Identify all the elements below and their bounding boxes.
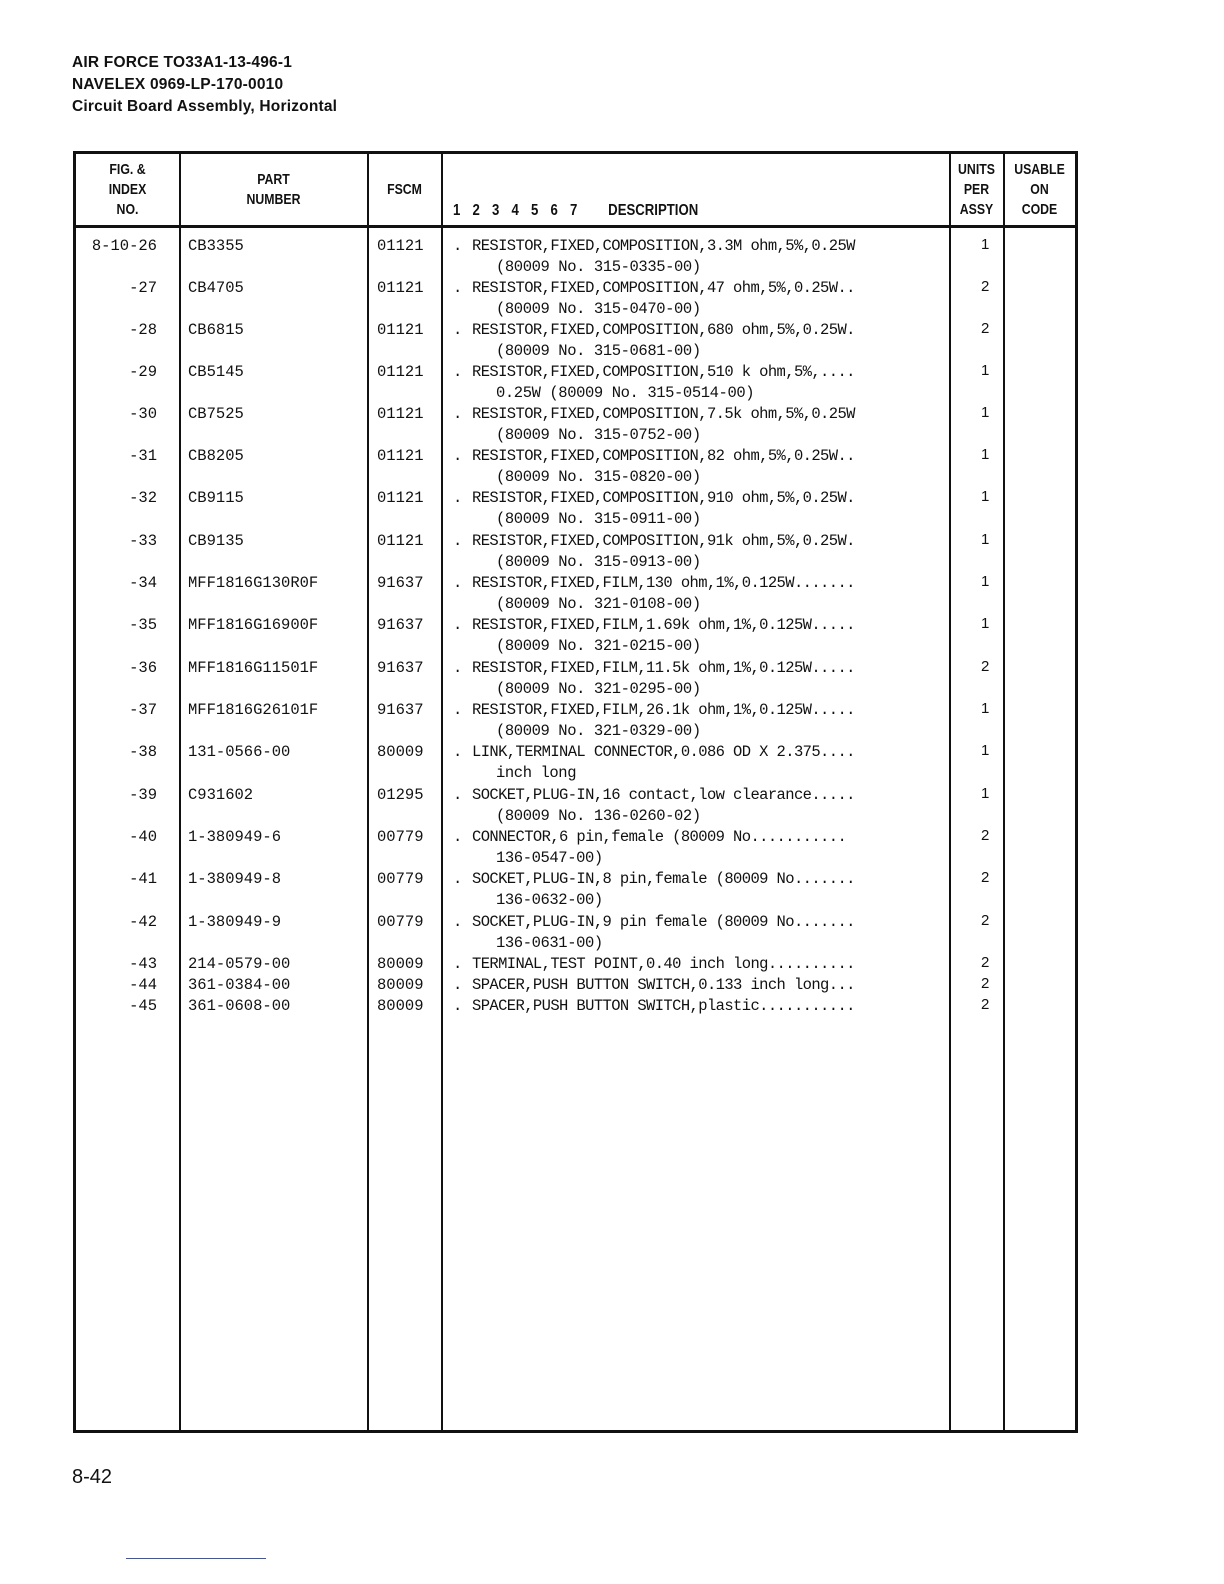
units-per-assy-cell: 1 <box>981 236 990 253</box>
indent-dot: . <box>453 828 463 846</box>
fscm-cell: 00779 <box>377 828 424 846</box>
col-head-line: PER <box>963 180 990 198</box>
header-title: Circuit Board Assembly, Horizontal <box>72 98 338 115</box>
description-cell: SOCKET,PLUG-IN,8 pin,female (80009 No....... <box>472 870 855 888</box>
description-cell: SOCKET,PLUG-IN,16 contact,low clearance..... <box>472 786 855 804</box>
units-per-assy-cell: 1 <box>981 615 990 632</box>
col-head-line: FSCM <box>387 180 422 198</box>
part-number-cell: MFF1816G26101F <box>188 701 319 719</box>
description-title: DESCRIPTION <box>608 202 699 219</box>
fscm-cell: 01121 <box>377 532 424 550</box>
description-cell: SPACER,PUSH BUTTON SWITCH,0.133 inch long... <box>472 976 855 994</box>
index-cell: -42 <box>129 913 157 931</box>
indent-dot: . <box>453 447 463 465</box>
index-cell: -36 <box>129 659 157 677</box>
index-cell: -45 <box>129 997 157 1015</box>
description-continuation: (80009 No. 315-0820-00) <box>496 468 701 486</box>
units-per-assy-cell: 2 <box>981 912 990 929</box>
fscm-cell: 01295 <box>377 786 424 804</box>
description-cell: TERMINAL,TEST POINT,0.40 inch long.......... <box>472 955 855 973</box>
indent-level: 4 <box>511 202 519 219</box>
indent-dot: . <box>453 616 463 634</box>
description-continuation: (80009 No. 315-0911-00) <box>496 510 701 528</box>
index-cell: -30 <box>129 405 157 423</box>
col-head-line: ON <box>1030 180 1049 198</box>
col-head-line: USABLE <box>1014 160 1065 178</box>
indent-dot: . <box>453 701 463 719</box>
units-per-assy-cell: 1 <box>981 700 990 717</box>
units-per-assy-cell: 2 <box>981 954 990 971</box>
fscm-cell: 80009 <box>377 955 424 973</box>
fscm-cell: 91637 <box>377 701 424 719</box>
description-continuation: (80009 No. 321-0329-00) <box>496 722 701 740</box>
part-number-cell: 1-380949-9 <box>188 913 282 931</box>
col-head-fscm <box>375 154 435 225</box>
description-continuation: (80009 No. 315-0752-00) <box>496 426 701 444</box>
indent-level: 6 <box>550 202 558 219</box>
units-per-assy-cell: 1 <box>981 531 990 548</box>
description-continuation: 136-0632-00) <box>496 891 603 909</box>
col-head-line: UNITS <box>958 160 995 178</box>
description-cell: RESISTOR,FIXED,COMPOSITION,680 ohm,5%,0.25W. <box>472 321 855 339</box>
description-cell: RESISTOR,FIXED,FILM,130 ohm,1%,0.125W....... <box>472 574 855 592</box>
units-per-assy-cell: 1 <box>981 488 990 505</box>
description-continuation: (80009 No. 321-0215-00) <box>496 637 701 655</box>
fscm-cell: 91637 <box>377 574 424 592</box>
description-cell: SPACER,PUSH BUTTON SWITCH,plastic........... <box>472 997 855 1015</box>
part-number-cell: CB5145 <box>188 363 244 381</box>
indent-dot: . <box>453 489 463 507</box>
indent-level: 3 <box>491 202 500 219</box>
fscm-cell: 01121 <box>377 405 424 423</box>
description-cell: RESISTOR,FIXED,COMPOSITION,91k ohm,5%,0.25W. <box>472 532 855 550</box>
indent-dot: . <box>453 955 463 973</box>
description-cell: RESISTOR,FIXED,COMPOSITION,510 k ohm,5%,.... <box>472 363 855 381</box>
description-continuation: 136-0631-00) <box>496 934 603 952</box>
description-cell: RESISTOR,FIXED,COMPOSITION,3.3M ohm,5%,0.25W <box>472 237 855 255</box>
fscm-cell: 01121 <box>377 279 424 297</box>
col-head-usable-on <box>1010 154 1068 225</box>
fscm-cell: 01121 <box>377 489 424 507</box>
fscm-cell: 00779 <box>377 913 424 931</box>
index-cell: -29 <box>129 363 157 381</box>
fscm-cell: 01121 <box>377 363 424 381</box>
description-continuation: (80009 No. 315-0470-00) <box>496 300 701 318</box>
column-divider <box>441 154 443 1430</box>
description-cell: RESISTOR,FIXED,COMPOSITION,82 ohm,5%,0.25W.. <box>472 447 855 465</box>
description-cell: LINK,TERMINAL CONNECTOR,0.086 OD X 2.375.... <box>472 743 855 761</box>
column-divider <box>949 154 951 1430</box>
indent-dot: . <box>453 786 463 804</box>
description-continuation: (80009 No. 321-0108-00) <box>496 595 701 613</box>
col-head-line: CODE <box>1021 200 1058 218</box>
col-head-line: NO. <box>116 200 139 218</box>
col-head-description <box>453 202 698 220</box>
index-cell: -37 <box>129 701 157 719</box>
part-number-cell: MFF1816G130R0F <box>188 574 319 592</box>
units-per-assy-cell: 2 <box>981 827 990 844</box>
part-number-cell: CB9135 <box>188 532 244 550</box>
fscm-cell: 80009 <box>377 997 424 1015</box>
units-per-assy-cell: 1 <box>981 785 990 802</box>
units-per-assy-cell: 2 <box>981 320 990 337</box>
parts-list-table <box>73 151 1078 1433</box>
footer-rule <box>126 1558 266 1559</box>
col-head-units <box>955 154 998 225</box>
units-per-assy-cell: 2 <box>981 975 990 992</box>
fscm-cell: 01121 <box>377 321 424 339</box>
index-cell: -38 <box>129 743 157 761</box>
description-cell: CONNECTOR,6 pin,female (80009 No........... <box>472 828 847 846</box>
indent-level: 2 <box>472 202 480 219</box>
header-navelex: NAVELEX 0969-LP-170-0010 <box>72 76 284 93</box>
part-number-cell: 361-0608-00 <box>188 997 291 1015</box>
part-number-cell: C931602 <box>188 786 254 804</box>
indent-level: 7 <box>569 202 578 219</box>
part-number-cell: MFF1816G11501F <box>188 659 319 677</box>
col-head-line: FIG. & <box>109 160 146 178</box>
units-per-assy-cell: 1 <box>981 362 990 379</box>
indent-level: 1 <box>453 202 461 219</box>
part-number-cell: CB6815 <box>188 321 244 339</box>
index-cell: -27 <box>129 279 157 297</box>
column-divider <box>1003 154 1005 1430</box>
description-continuation: (80009 No. 136-0260-02) <box>496 807 701 825</box>
header-divider <box>76 225 1075 228</box>
part-number-cell: CB3355 <box>188 237 244 255</box>
description-cell: RESISTOR,FIXED,FILM,26.1k ohm,1%,0.125W..... <box>472 701 855 719</box>
index-cell: -32 <box>129 489 157 507</box>
units-per-assy-cell: 2 <box>981 869 990 886</box>
units-per-assy-cell: 1 <box>981 742 990 759</box>
fscm-cell: 01121 <box>377 447 424 465</box>
col-head-line: NUMBER <box>246 190 301 208</box>
index-cell: -43 <box>129 955 157 973</box>
part-number-cell: 1-380949-6 <box>188 828 282 846</box>
part-number-cell: 131-0566-00 <box>188 743 291 761</box>
document-header <box>72 52 337 118</box>
description-cell: RESISTOR,FIXED,FILM,1.69k ohm,1%,0.125W..... <box>472 616 855 634</box>
units-per-assy-cell: 2 <box>981 658 990 675</box>
index-cell: -40 <box>129 828 157 846</box>
header-air-force: AIR FORCE TO33A1-13-496-1 <box>72 54 293 71</box>
col-head-line: INDEX <box>108 180 147 198</box>
description-continuation: (80009 No. 321-0295-00) <box>496 680 701 698</box>
indent-dot: . <box>453 321 463 339</box>
units-per-assy-cell: 2 <box>981 278 990 295</box>
part-number-cell: 1-380949-8 <box>188 870 282 888</box>
fscm-cell: 80009 <box>377 743 424 761</box>
indent-dot: . <box>453 913 463 931</box>
description-continuation: 136-0547-00) <box>496 849 603 867</box>
column-divider <box>367 154 369 1430</box>
index-cell: 8-10-26 <box>91 237 157 255</box>
index-cell: -31 <box>129 447 157 465</box>
index-cell: -35 <box>129 616 157 634</box>
fscm-cell: 00779 <box>377 870 424 888</box>
col-head-fig-index <box>85 154 169 225</box>
index-cell: -41 <box>129 870 157 888</box>
index-cell: -33 <box>129 532 157 550</box>
description-cell: SOCKET,PLUG-IN,9 pin female (80009 No....... <box>472 913 855 931</box>
part-number-cell: CB7525 <box>188 405 244 423</box>
col-head-line: ASSY <box>959 200 994 218</box>
index-cell: -44 <box>129 976 157 994</box>
indent-dot: . <box>453 743 463 761</box>
fscm-cell: 91637 <box>377 659 424 677</box>
description-cell: RESISTOR,FIXED,COMPOSITION,7.5k ohm,5%,0.25W <box>472 405 855 423</box>
page-number: 8-42 <box>72 1466 113 1488</box>
description-continuation: (80009 No. 315-0335-00) <box>496 258 701 276</box>
units-per-assy-cell: 1 <box>981 573 990 590</box>
column-divider <box>179 154 181 1430</box>
description-continuation: 0.25W (80009 No. 315-0514-00) <box>496 384 755 402</box>
indent-dot: . <box>453 405 463 423</box>
col-head-line: PART <box>257 170 290 188</box>
description-cell: RESISTOR,FIXED,COMPOSITION,910 ohm,5%,0.25W. <box>472 489 855 507</box>
indent-dot: . <box>453 279 463 297</box>
fscm-cell: 01121 <box>377 237 424 255</box>
fscm-cell: 91637 <box>377 616 424 634</box>
part-number-cell: 214-0579-00 <box>188 955 291 973</box>
indent-dot: . <box>453 532 463 550</box>
indent-dot: . <box>453 574 463 592</box>
units-per-assy-cell: 1 <box>981 446 990 463</box>
part-number-cell: MFF1816G16900F <box>188 616 319 634</box>
description-continuation: (80009 No. 315-0913-00) <box>496 553 701 571</box>
description-continuation: inch long <box>496 764 577 782</box>
part-number-cell: 361-0384-00 <box>188 976 291 994</box>
description-continuation: (80009 No. 315-0681-00) <box>496 342 701 360</box>
units-per-assy-cell: 2 <box>981 996 990 1013</box>
fscm-cell: 80009 <box>377 976 424 994</box>
units-per-assy-cell: 1 <box>981 404 990 421</box>
indent-level: 5 <box>530 202 539 219</box>
description-cell: RESISTOR,FIXED,COMPOSITION,47 ohm,5%,0.25W.. <box>472 279 855 297</box>
index-cell: -28 <box>129 321 157 339</box>
index-cell: -39 <box>129 786 157 804</box>
part-number-cell: CB4705 <box>188 279 244 297</box>
indent-dot: . <box>453 237 463 255</box>
description-cell: RESISTOR,FIXED,FILM,11.5k ohm,1%,0.125W..... <box>472 659 855 677</box>
indent-dot: . <box>453 659 463 677</box>
part-number-cell: CB8205 <box>188 447 244 465</box>
indent-dot: . <box>453 870 463 888</box>
indent-dot: . <box>453 363 463 381</box>
index-cell: -34 <box>129 574 157 592</box>
part-number-cell: CB9115 <box>188 489 244 507</box>
col-head-part-number <box>197 154 350 225</box>
indent-dot: . <box>453 976 463 994</box>
indent-dot: . <box>453 997 463 1015</box>
